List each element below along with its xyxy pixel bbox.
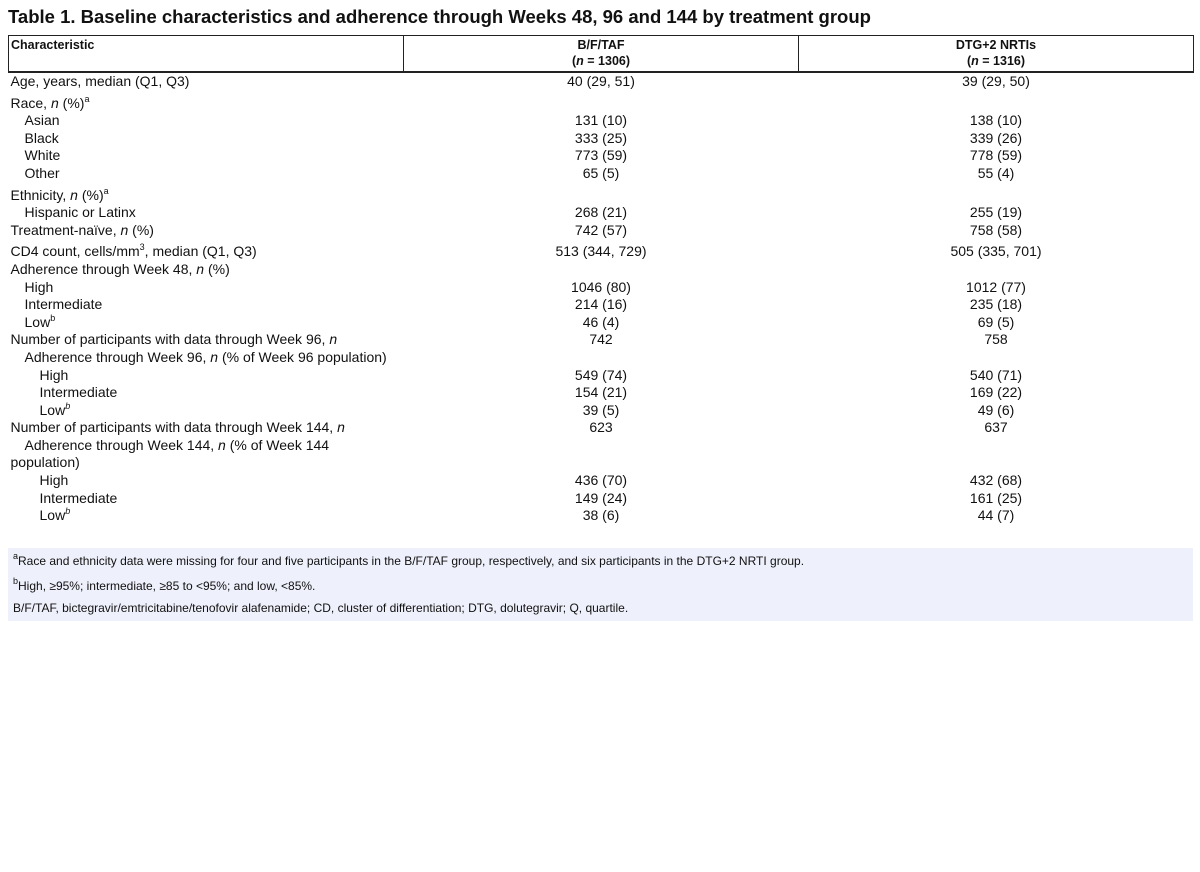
cell-bftaf: 549 (74)	[574, 366, 628, 383]
cell-dtg: 55 (4)	[977, 164, 1015, 181]
table-row	[9, 261, 1194, 279]
cell-dtg: 235 (18)	[969, 296, 1023, 313]
row-label: Number of participants with data through Week 96, n	[10, 331, 338, 348]
cell-dtg: 1012 (77)	[966, 278, 1026, 295]
row-label: Number of participants with data through Week 144, n	[10, 419, 345, 436]
footnote-a: $^a$Race and ethnicity data were missing for four and five participants in the B/F/TAF group, respectively, and six participants in the DTG+2 NRTI group.	[13, 551, 805, 568]
cell-dtg: 169 (22)	[969, 384, 1023, 401]
table-row	[9, 419, 1194, 437]
row-label: Adherence through Week 48, n (%)	[10, 260, 230, 277]
row-label: Other	[24, 164, 60, 181]
cell-dtg: 540 (71)	[969, 366, 1023, 383]
group1-n: (n = 1306)	[571, 54, 631, 68]
row-label: Adherence through Week 96, n (% of Week 96 population)	[24, 348, 387, 365]
cell-dtg: 138 (10)	[969, 112, 1023, 129]
column-header-characteristic: Characteristic	[9, 36, 404, 73]
table-row	[9, 402, 1194, 420]
row-label: Hispanic or Latinx	[24, 204, 136, 221]
row-label: High	[39, 472, 69, 489]
row-label-continuation: population)	[10, 454, 80, 471]
cell-bftaf: 268 (21)	[574, 204, 628, 221]
table-row	[9, 507, 1194, 525]
cell-bftaf: 333 (25)	[574, 129, 628, 146]
group1-name: B/F/TAF	[577, 38, 625, 52]
cell-bftaf: 154 (21)	[574, 384, 628, 401]
row-label: Intermediate	[39, 489, 118, 506]
row-label: High	[24, 278, 54, 295]
row-label: Low$^b$	[24, 312, 56, 330]
table-row	[9, 239, 1194, 261]
group2-n: (n = 1316)	[966, 54, 1026, 68]
cell-bftaf: 46 (4)	[582, 313, 620, 330]
table-row	[9, 130, 1194, 148]
row-label: Intermediate	[24, 296, 103, 313]
cell-bftaf: 149 (24)	[574, 489, 628, 506]
row-label: Black	[24, 129, 59, 146]
row-label: Low$^b$	[39, 400, 71, 418]
table-header-row	[9, 36, 1194, 73]
table-row	[9, 72, 1194, 91]
cell-bftaf: 436 (70)	[574, 472, 628, 489]
footnote-abbreviations: B/F/TAF, bictegravir/emtricitabine/tenofovir alafenamide; CD, cluster of differentiation; DTG, dolutegravir; Q, quartile.	[13, 601, 629, 615]
table-row	[9, 472, 1194, 490]
cell-bftaf: 39 (5)	[582, 401, 620, 418]
cell-dtg: 49 (6)	[977, 401, 1015, 418]
column-header-dtg	[799, 36, 1194, 73]
cell-bftaf: 623	[589, 419, 613, 436]
cell-bftaf: 38 (6)	[582, 507, 620, 524]
cell-dtg: 44 (7)	[977, 507, 1015, 524]
footnote-b: $^b$High, ≥95%; intermediate, ≥85 to <95%; and low, <85%.	[13, 576, 316, 593]
table-row	[9, 331, 1194, 349]
table-row	[9, 367, 1194, 385]
cell-bftaf: 742	[589, 331, 613, 348]
cell-bftaf: 214 (16)	[574, 296, 628, 313]
cell-dtg: 255 (19)	[969, 204, 1023, 221]
row-label: Treatment-naïve, n (%)	[10, 221, 154, 238]
table-row	[9, 204, 1194, 222]
cell-dtg: 432 (68)	[969, 472, 1023, 489]
cell-dtg: 39 (29, 50)	[962, 73, 1030, 89]
cell-dtg: 69 (5)	[977, 313, 1015, 330]
row-label: Adherence through Week 144, n (% of Week 144	[24, 436, 330, 453]
cell-dtg: 161 (25)	[969, 489, 1023, 506]
table-row	[9, 222, 1194, 240]
cell-bftaf: 40 (29, 51)	[567, 73, 635, 89]
row-label: Low$^b$	[39, 506, 71, 524]
table-row	[9, 91, 1194, 113]
row-label: High	[39, 366, 69, 383]
group2-name: DTG+2 NRTIs	[955, 38, 1037, 52]
row-label: CD4 count, cells/$mm^3$, median (Q1, Q3)	[10, 242, 257, 260]
table-row	[9, 437, 1194, 455]
cell-bftaf: 773 (59)	[574, 147, 628, 164]
table-row	[9, 112, 1194, 130]
cell-bftaf: 1046 (80)	[571, 278, 631, 295]
table-row	[9, 183, 1194, 205]
table-row	[9, 349, 1194, 367]
cell-dtg: 758 (58)	[969, 221, 1023, 238]
baseline-characteristics-table	[8, 35, 1194, 525]
cell-dtg: 778 (59)	[969, 147, 1023, 164]
row-label: White	[24, 147, 61, 164]
table-row	[9, 314, 1194, 332]
row-label: Asian	[24, 112, 60, 129]
column-header-bftaf	[404, 36, 799, 73]
table-row	[9, 165, 1194, 183]
cell-dtg: 505 (335, 701)	[950, 243, 1042, 260]
table-title: Table 1. Baseline characteristics and adherence through Weeks 48, 96 and 144 by treatment group	[8, 6, 871, 27]
row-label: Ethnicity, n (%)$^a$	[10, 185, 109, 203]
table-row	[9, 490, 1194, 508]
row-label: Age, years, median (Q1, Q3)	[10, 73, 190, 89]
table-row	[9, 147, 1194, 165]
table-row	[9, 384, 1194, 402]
table-row	[9, 296, 1194, 314]
table-footnotes	[8, 548, 1193, 621]
table-row	[9, 279, 1194, 297]
cell-dtg: 637	[984, 419, 1008, 436]
cell-dtg: 339 (26)	[969, 129, 1023, 146]
cell-bftaf: 513 (344, 729)	[555, 243, 647, 260]
table-row	[9, 454, 1194, 472]
cell-bftaf: 742 (57)	[574, 221, 628, 238]
cell-bftaf: 131 (10)	[574, 112, 628, 129]
row-label: Intermediate	[39, 384, 118, 401]
row-label: Race, n (%)$^a$	[10, 93, 90, 111]
cell-dtg: 758	[984, 331, 1008, 348]
cell-bftaf: 65 (5)	[582, 164, 620, 181]
